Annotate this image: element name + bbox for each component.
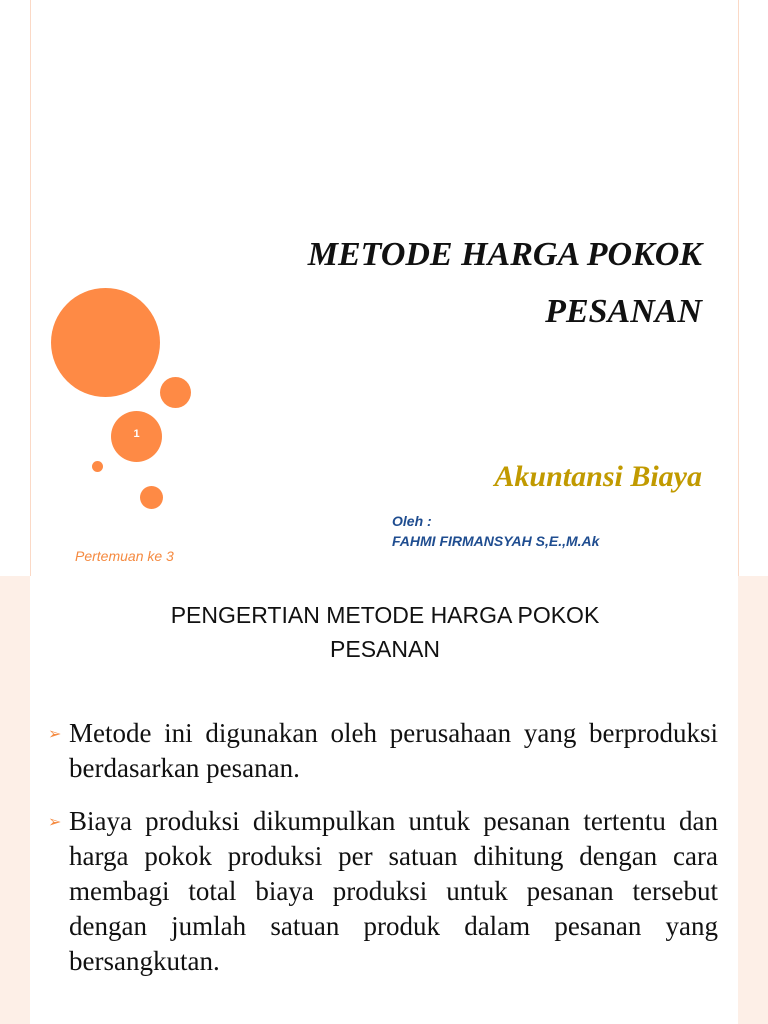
slide-number-circle <box>111 411 162 462</box>
arrow-right-icon: ➢ <box>48 812 62 831</box>
slide-title <box>182 226 702 340</box>
decor-circle-tiny <box>92 461 103 472</box>
bullet-text: Biaya produksi dikumpulkan untuk pesanan tertentu dan harga pokok produksi per satuan dihitung dengan cara membagi total biaya produksi untuk pesanan tersebut dengan jumlah satuan produk dalam pesanan yang bersangkutan. <box>69 806 718 976</box>
slide-border-left <box>30 0 31 576</box>
decor-circle-large <box>51 288 160 397</box>
author-block <box>392 511 599 551</box>
bullet-item <box>48 804 718 979</box>
bullet-list <box>48 716 718 997</box>
content-title-line-2: PESANAN <box>330 636 440 662</box>
meeting-label: Pertemuan ke 3 <box>75 548 174 564</box>
decor-circle-small <box>140 486 163 509</box>
author-label: Oleh : <box>392 513 432 529</box>
author-name: FAHMI FIRMANSYAH S,E.,M.Ak <box>392 533 600 549</box>
slide-number: 1 <box>133 428 140 440</box>
slide-title-line-1: METODE HARGA POKOK <box>307 236 702 273</box>
arrow-right-icon: ➢ <box>48 724 62 743</box>
slide-border-right <box>738 0 739 576</box>
content-slide <box>0 576 768 1024</box>
decor-circle-medium <box>160 377 191 408</box>
slide-subtitle: Akuntansi Biaya <box>494 460 702 493</box>
content-title-line-1: PENGERTIAN METODE HARGA POKOK <box>170 602 600 628</box>
content-title <box>60 598 710 666</box>
slide-title-line-2: PESANAN <box>545 293 702 330</box>
bullet-text: Metode ini digunakan oleh perusahaan yang berproduksi berdasarkan pesanan. <box>69 718 718 783</box>
bullet-item <box>48 716 718 786</box>
